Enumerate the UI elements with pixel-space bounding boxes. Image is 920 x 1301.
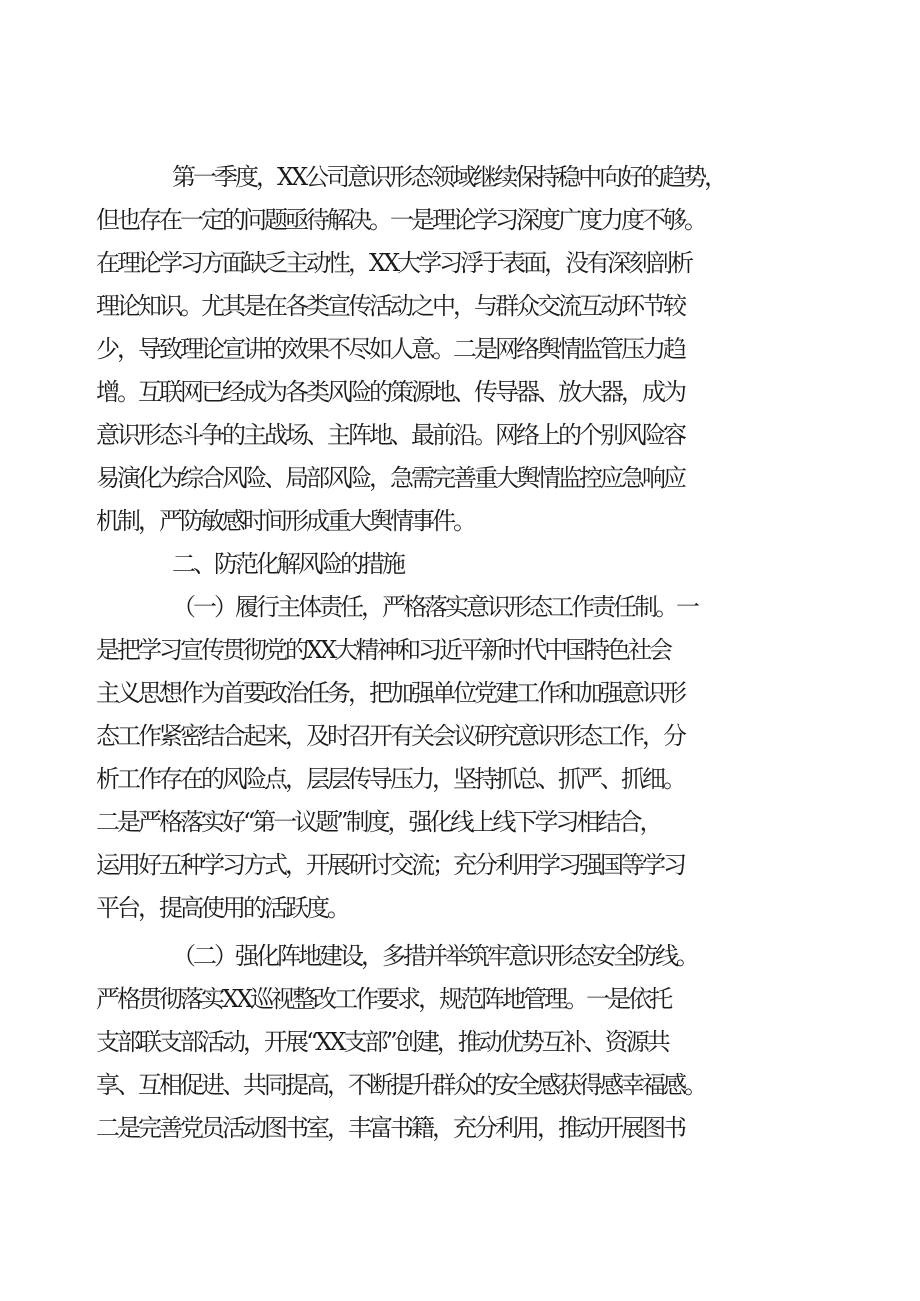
paragraph-3-line: 严格贯彻落实XX巡视整改工作要求，规范阵地管理。一是依托 — [96, 985, 671, 1013]
paragraph-1-line: 意识形态斗争的主战场、主阵地、最前沿。网络上的个别风险容 — [96, 421, 684, 449]
paragraph-2-line: （一）履行主体责任，严格落实意识形态工作责任制。一 — [172, 593, 697, 621]
paragraph-1-line: 机制，严防敏感时间形成重大舆情事件。 — [96, 507, 474, 535]
paragraph-1-line: 少，导致理论宣讲的效果不尽如人意。二是网络舆情监管压力趋 — [96, 335, 684, 363]
paragraph-1-line: 在理论学习方面缺乏主动性，XX大学习浮于表面，没有深刻剖析 — [96, 249, 692, 277]
paragraph-1-line: 第一季度，XX公司意识形态领域继续保持稳中向好的趋势， — [172, 163, 726, 191]
paragraph-2-line: 析工作存在的风险点，层层传导压力，坚持抓总、抓严、抓细。 — [96, 765, 684, 793]
paragraph-2-line: 态工作紧密结合起来，及时召开有关会议研究意识形态工作，分 — [96, 722, 684, 750]
section-heading: 二、防范化解风险的措施 — [172, 550, 403, 578]
paragraph-2-line: 是把学习宣传贯彻党的XX大精神和习近平新时代中国特色社会 — [96, 636, 671, 664]
paragraph-3-line: 支部联支部活动，开展“XX支部”创建，推动优势互补、资源共 — [96, 1028, 668, 1056]
paragraph-1-line: 但也存在一定的问题亟待解决。一是理论学习深度广度力度不够。 — [96, 206, 705, 234]
paragraph-2-line: 运用好五种学习方式，开展研讨交流；充分利用学习强国等学习 — [96, 851, 684, 879]
paragraph-3-line: 享、互相促进、共同提高，不断提升群众的安全感获得感幸福感。 — [96, 1071, 705, 1099]
paragraph-2-line: 平台，提高使用的活跃度。 — [96, 894, 348, 922]
paragraph-2-line: 主义思想作为首要政治任务，把加强单位党建工作和加强意识形 — [96, 679, 684, 707]
paragraph-2-line: 二是严格落实好“第一议题”制度，强化线上线下学习相结合， — [96, 808, 661, 836]
paragraph-1-line: 理论知识。尤其是在各类宣传活动之中，与群众交流互动环节较 — [96, 292, 684, 320]
paragraph-1-line: 易演化为综合风险、局部风险，急需完善重大舆情监控应急响应 — [96, 464, 684, 492]
paragraph-3-line: （二）强化阵地建设，多措并举筑牢意识形态安全防线。 — [172, 942, 697, 970]
paragraph-3-line: 二是完善党员活动图书室，丰富书籍，充分利用，推动开展图书 — [96, 1114, 684, 1142]
paragraph-1-line: 增。互联网已经成为各类风险的策源地、传导器、放大器，成为 — [96, 378, 684, 406]
